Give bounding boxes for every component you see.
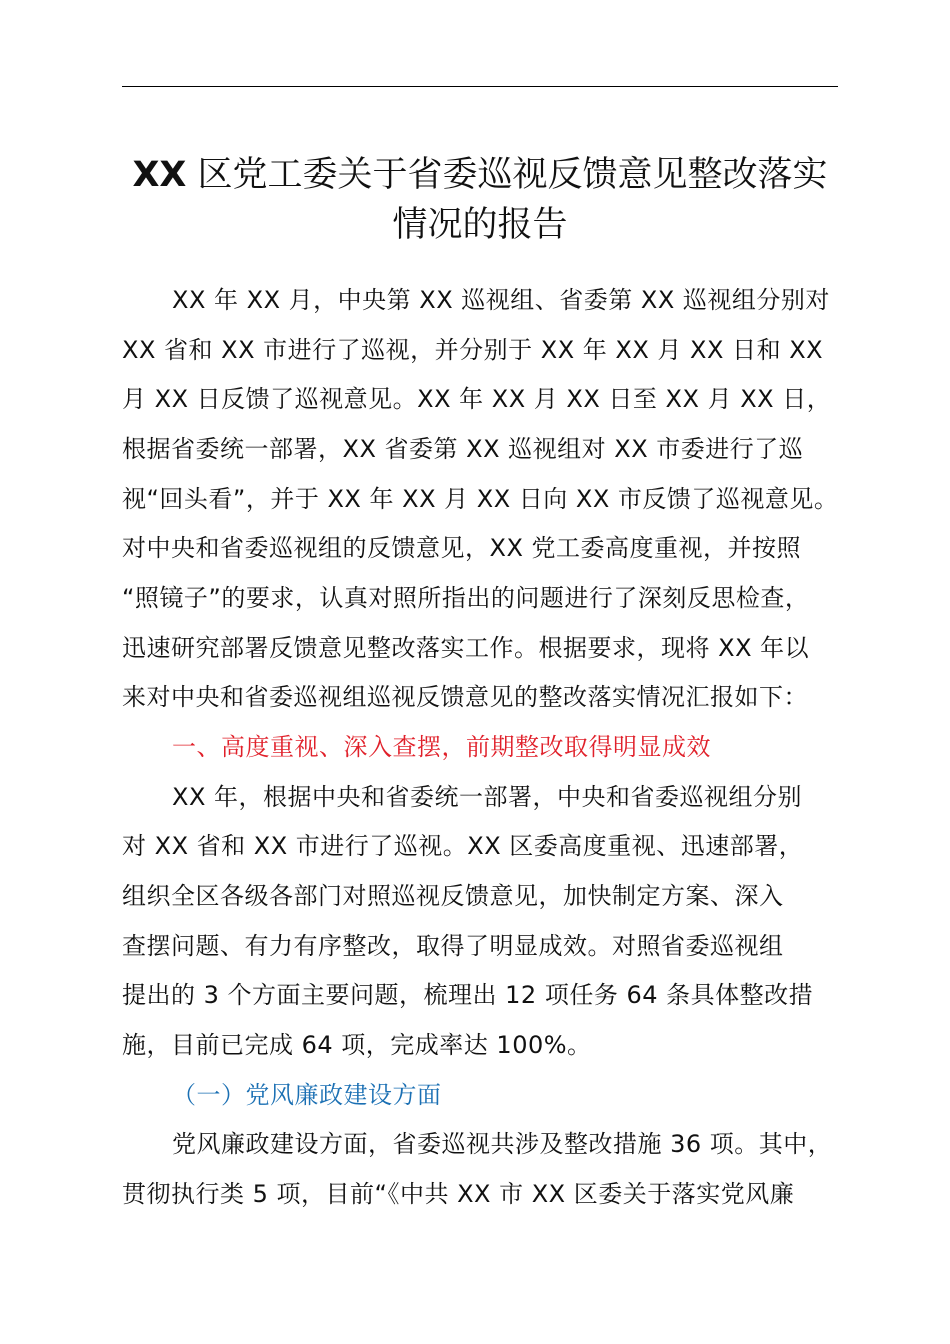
title-line-1-text: 区党工委关于省委巡视反馈意见整改落实	[186, 155, 828, 195]
paragraph-line: XX 年，根据中央和省委统一部署，中央和省委巡视组分别	[172, 783, 803, 811]
paragraph-line: 视“回头看”，并于 XX 年 XX 月 XX 日向 XX 市反馈了巡视意见。	[122, 485, 839, 513]
paragraph-line: 月 XX 日反馈了巡视意见。XX 年 XX 月 XX 日至 XX 月 XX 日，	[122, 385, 832, 413]
title-line-2: 情况的报告	[392, 205, 568, 245]
title-prefix: XX	[132, 155, 187, 195]
title-line-1	[90, 150, 870, 200]
section-heading-1: 一、高度重视、深入查摆，前期整改取得明显成效	[172, 733, 711, 761]
paragraph-line: 对中央和省委巡视组的反馈意见，XX 党工委高度重视，并按照	[122, 534, 802, 562]
paragraph-line: 对 XX 省和 XX 市进行了巡视。XX 区委高度重视、迅速部署，	[122, 832, 804, 860]
paragraph-line: 查摆问题、有力有序整改，取得了明显成效。对照省委巡视组	[122, 932, 784, 960]
paragraph-line: 贯彻执行类 5 项，目前“《中共 XX 市 XX 区委关于落实党风廉	[122, 1180, 795, 1208]
paragraph-line: XX 省和 XX 市进行了巡视，并分别于 XX 年 XX 月 XX 日和 XX	[122, 336, 824, 364]
header-rule	[122, 86, 838, 87]
paragraph-line: 施，目前已完成 64 项，完成率达 100%。	[122, 1031, 592, 1059]
document-title	[90, 150, 870, 250]
paragraph-line: 党风廉政建设方面，省委巡视共涉及整改措施 36 项。其中，	[172, 1130, 833, 1158]
paragraph-line: 组织全区各级各部门对照巡视反馈意见，加快制定方案、深入	[122, 882, 784, 910]
paragraph-line: 迅速研究部署反馈意见整改落实工作。根据要求，现将 XX 年以	[122, 634, 810, 662]
subsection-heading-1: （一）党风廉政建设方面	[172, 1081, 442, 1109]
paragraph-line: “照镜子”的要求，认真对照所指出的问题进行了深刻反思检查，	[122, 584, 810, 612]
paragraph-line: 提出的 3 个方面主要问题，梳理出 12 项任务 64 条具体整改措	[122, 981, 814, 1009]
paragraph-line: 根据省委统一部署，XX 省委第 XX 巡视组对 XX 市委进行了巡	[122, 435, 804, 463]
paragraph-line: XX 年 XX 月，中央第 XX 巡视组、省委第 XX 巡视组分别对	[172, 286, 830, 314]
paragraph-line: 来对中央和省委巡视组巡视反馈意见的整改落实情况汇报如下：	[122, 683, 808, 711]
